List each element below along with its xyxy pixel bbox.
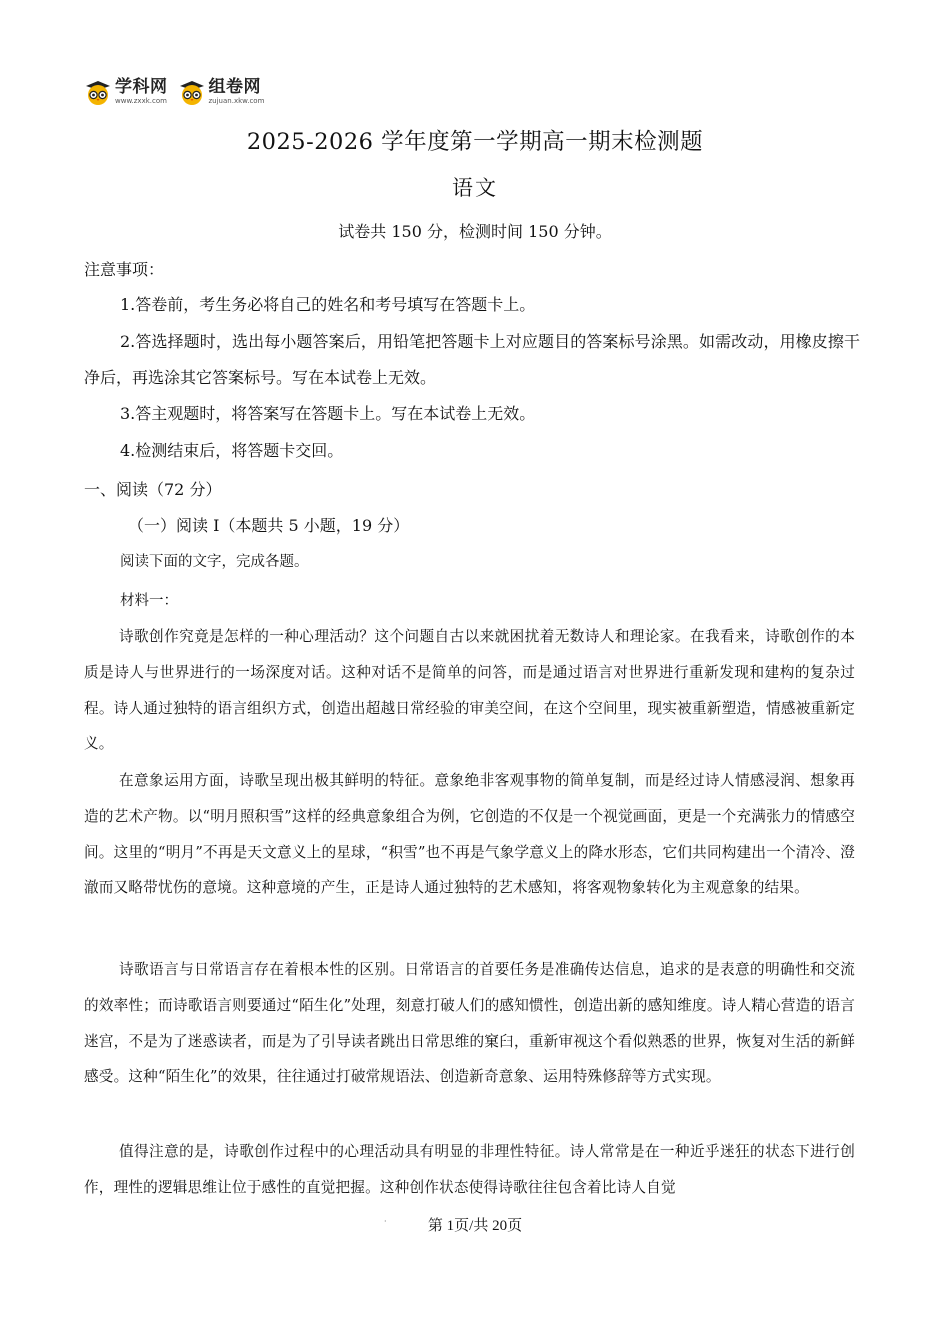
subject-title: 语文 [452, 176, 498, 200]
exam-title: 2025-2026 学年度第一学期高一期末检测题 [246, 129, 704, 155]
logo-url: zujuan.xkw.com [208, 97, 265, 105]
note-item: 2.答选择题时，选出每小题答案后，用铅笔把答题卡上对应题目的答案标号涂黑。如需改动，用橡皮擦干净后，再选涂其它答案标号。写在本试卷上无效。 [84, 332, 860, 387]
passage-paragraph: 诗歌创作究竟是怎样的一种心理活动？这个问题自古以来就困扰着无数诗人和理论家。在我看来，诗歌创作的本质是诗人与世界进行的一场深度对话。这种对话不是简单的问答，而是通过语言对世界进行重新发现和建构的复杂过程。诗人通过独特的语言组织方式，创造出超越日常经验的审美空间，在这个空间里，现实被重新塑造，情感被重新定义。 [84, 628, 855, 753]
section-title: 一、阅读（72 分） [84, 480, 222, 499]
footer-dot: · [384, 1217, 387, 1226]
passage-paragraph: 在意象运用方面，诗歌呈现出极其鲜明的特征。意象绝非客观事物的简单复制，而是经过诗人情感浸润、想象再造的艺术产物。以“明月照积雪”这样的经典意象组合为例，它创造的不仅是一个视觉画面，更是一个充满张力的情感空间。这里的“明月”不再是天文意义上的星球，“积雪”也不再是气象学意义上的降水形态，它们共同构建出一个清冷、澄澈而又略带忧伤的意境。这种意境的产生，正是诗人通过独特的艺术感知，将客观物象转化为主观意象的结果。 [84, 772, 855, 897]
logo-name: 组卷网 [208, 77, 261, 97]
passage-paragraph: 诗歌语言与日常语言存在着根本性的区别。日常语言的首要任务是准确传达信息，追求的是表意的明确性和交流的效率性；而诗歌语言则要通过“陌生化”处理，刻意打破人们的感知惯性，创造出新的感知维度。诗人精心营造的语言迷宫，不是为了迷惑读者，而是为了引导读者跳出日常思维的窠臼，重新审视这个看似熟悉的世界，恢复对生活的新鲜感受。这种“陌生化”的效果，往往通过打破常规语法、创造新奇意象、运用特殊修辞等方式实现。 [84, 961, 855, 1086]
owl-icon [178, 78, 206, 106]
exam-info: 试卷共 150 分，检测时间 150 分钟。 [338, 222, 612, 241]
note-item: 4.检测结束后，将答题卡交回。 [120, 441, 344, 460]
reading-instruction: 阅读下面的文字，完成各题。 [120, 554, 309, 570]
note-item: 3.答主观题时，将答案写在答题卡上。写在本试卷上无效。 [120, 404, 536, 423]
note-item: 1.答卷前，考生务必将自己的姓名和考号填写在答题卡上。 [120, 295, 536, 314]
zujuan-logo [178, 78, 265, 106]
logo-url: www.zxxk.com [115, 97, 167, 105]
owl-icon [84, 78, 112, 106]
subsection-title: （一）阅读 I（本题共 5 小题，19 分） [128, 516, 410, 535]
passage-paragraph: 值得注意的是，诗歌创作过程中的心理活动具有明显的非理性特征。诗人常常是在一种近乎迷狂的状态下进行创作，理性的逻辑思维让位于感性的直觉把握。这种创作状态使得诗歌往往包含着比诗人自觉 [84, 1143, 855, 1196]
material-label: 材料一： [120, 593, 178, 609]
notes-heading: 注意事项： [84, 260, 165, 279]
logo-bar [84, 78, 264, 106]
page-number: 第 1页/共 20页 [427, 1218, 523, 1234]
logo-name: 学科网 [115, 77, 168, 97]
xkw-logo [84, 78, 168, 106]
